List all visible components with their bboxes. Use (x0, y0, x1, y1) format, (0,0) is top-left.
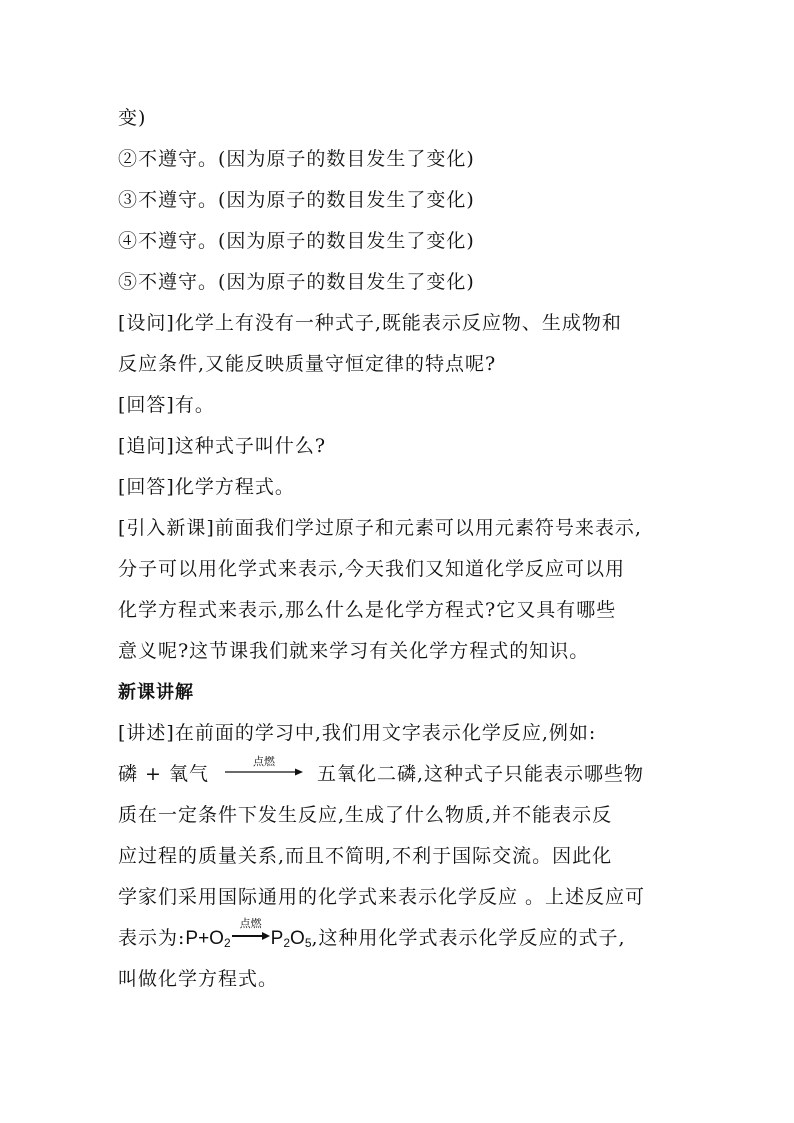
arrow-icon (225, 768, 303, 776)
reaction-condition: 点燃 (253, 755, 275, 768)
formula-subscript: 2 (283, 936, 291, 950)
formula-suffix: ,这种用化学式表示化学反应的式子, (311, 927, 626, 949)
text-line: 叫做化学方程式。 (118, 968, 279, 990)
formula-condition: 点燃 (239, 917, 262, 930)
text-line: 学家们采用国际通用的化学式来表示化学反应 。上述反应可 (118, 886, 646, 908)
text-line: [讲述]在前面的学习中,我们用文字表示化学反应,例如: (118, 722, 597, 744)
text-line: ④不遵守。(因为原子的数目发生了变化) (118, 230, 475, 252)
text-line: 应过程的质量关系,而且不简明,不利于国际交流。因此化 (118, 845, 613, 867)
formula-line (118, 918, 698, 959)
text-line: 变) (118, 107, 147, 129)
formula-arrow (232, 918, 270, 959)
text-line: [回答]有。 (118, 394, 215, 416)
formula-rhs-o: O (290, 928, 305, 949)
reaction-arrow (225, 754, 303, 795)
text-line: [回答]化学方程式。 (118, 476, 295, 498)
formula-lhs: P+O (185, 928, 224, 949)
formula-subscript: 2 (223, 936, 231, 950)
word-equation-reactants: 磷 + 氧气 (118, 763, 209, 785)
text-line: ⑤不遵守。(因为原子的数目发生了变化) (118, 271, 475, 293)
text-line: [设问]化学上有没有一种式子,既能表示反应物、生成物和 (118, 312, 622, 334)
formula-prefix: 表示为: (118, 927, 186, 949)
section-heading: 新课讲解 (118, 682, 194, 703)
text-line: [引入新课]前面我们学过原子和元素可以用元素符号来表示, (118, 517, 642, 539)
formula-subscript: 5 (304, 936, 312, 950)
text-line: ③不遵守。(因为原子的数目发生了变化) (118, 189, 475, 211)
text-line: [追问]这种式子叫什么? (118, 435, 327, 457)
document-body (118, 98, 698, 1000)
chemical-formula (185, 917, 312, 950)
arrow-icon (232, 932, 270, 940)
text-line: 分子可以用化学式来表示,今天我们又知道化学反应可以用 (118, 558, 626, 580)
text-line: 反应条件,又能反映质量守恒定律的特点呢? (118, 353, 497, 375)
text-line: 质在一定条件下发生反应,生成了什么物质,并不能表示反 (118, 804, 613, 826)
word-equation-line (118, 754, 698, 795)
text-line: 化学方程式来表示,那么什么是化学方程式?它又具有哪些 (118, 599, 617, 621)
formula-rhs-p: P (270, 928, 284, 949)
text-line: ②不遵守。(因为原子的数目发生了变化) (118, 148, 475, 170)
text-line: 意义呢?这节课我们就来学习有关化学方程式的知识。 (118, 640, 590, 662)
word-equation-product: 五氧化二磷,这种式子只能表示哪些物 (317, 763, 645, 785)
